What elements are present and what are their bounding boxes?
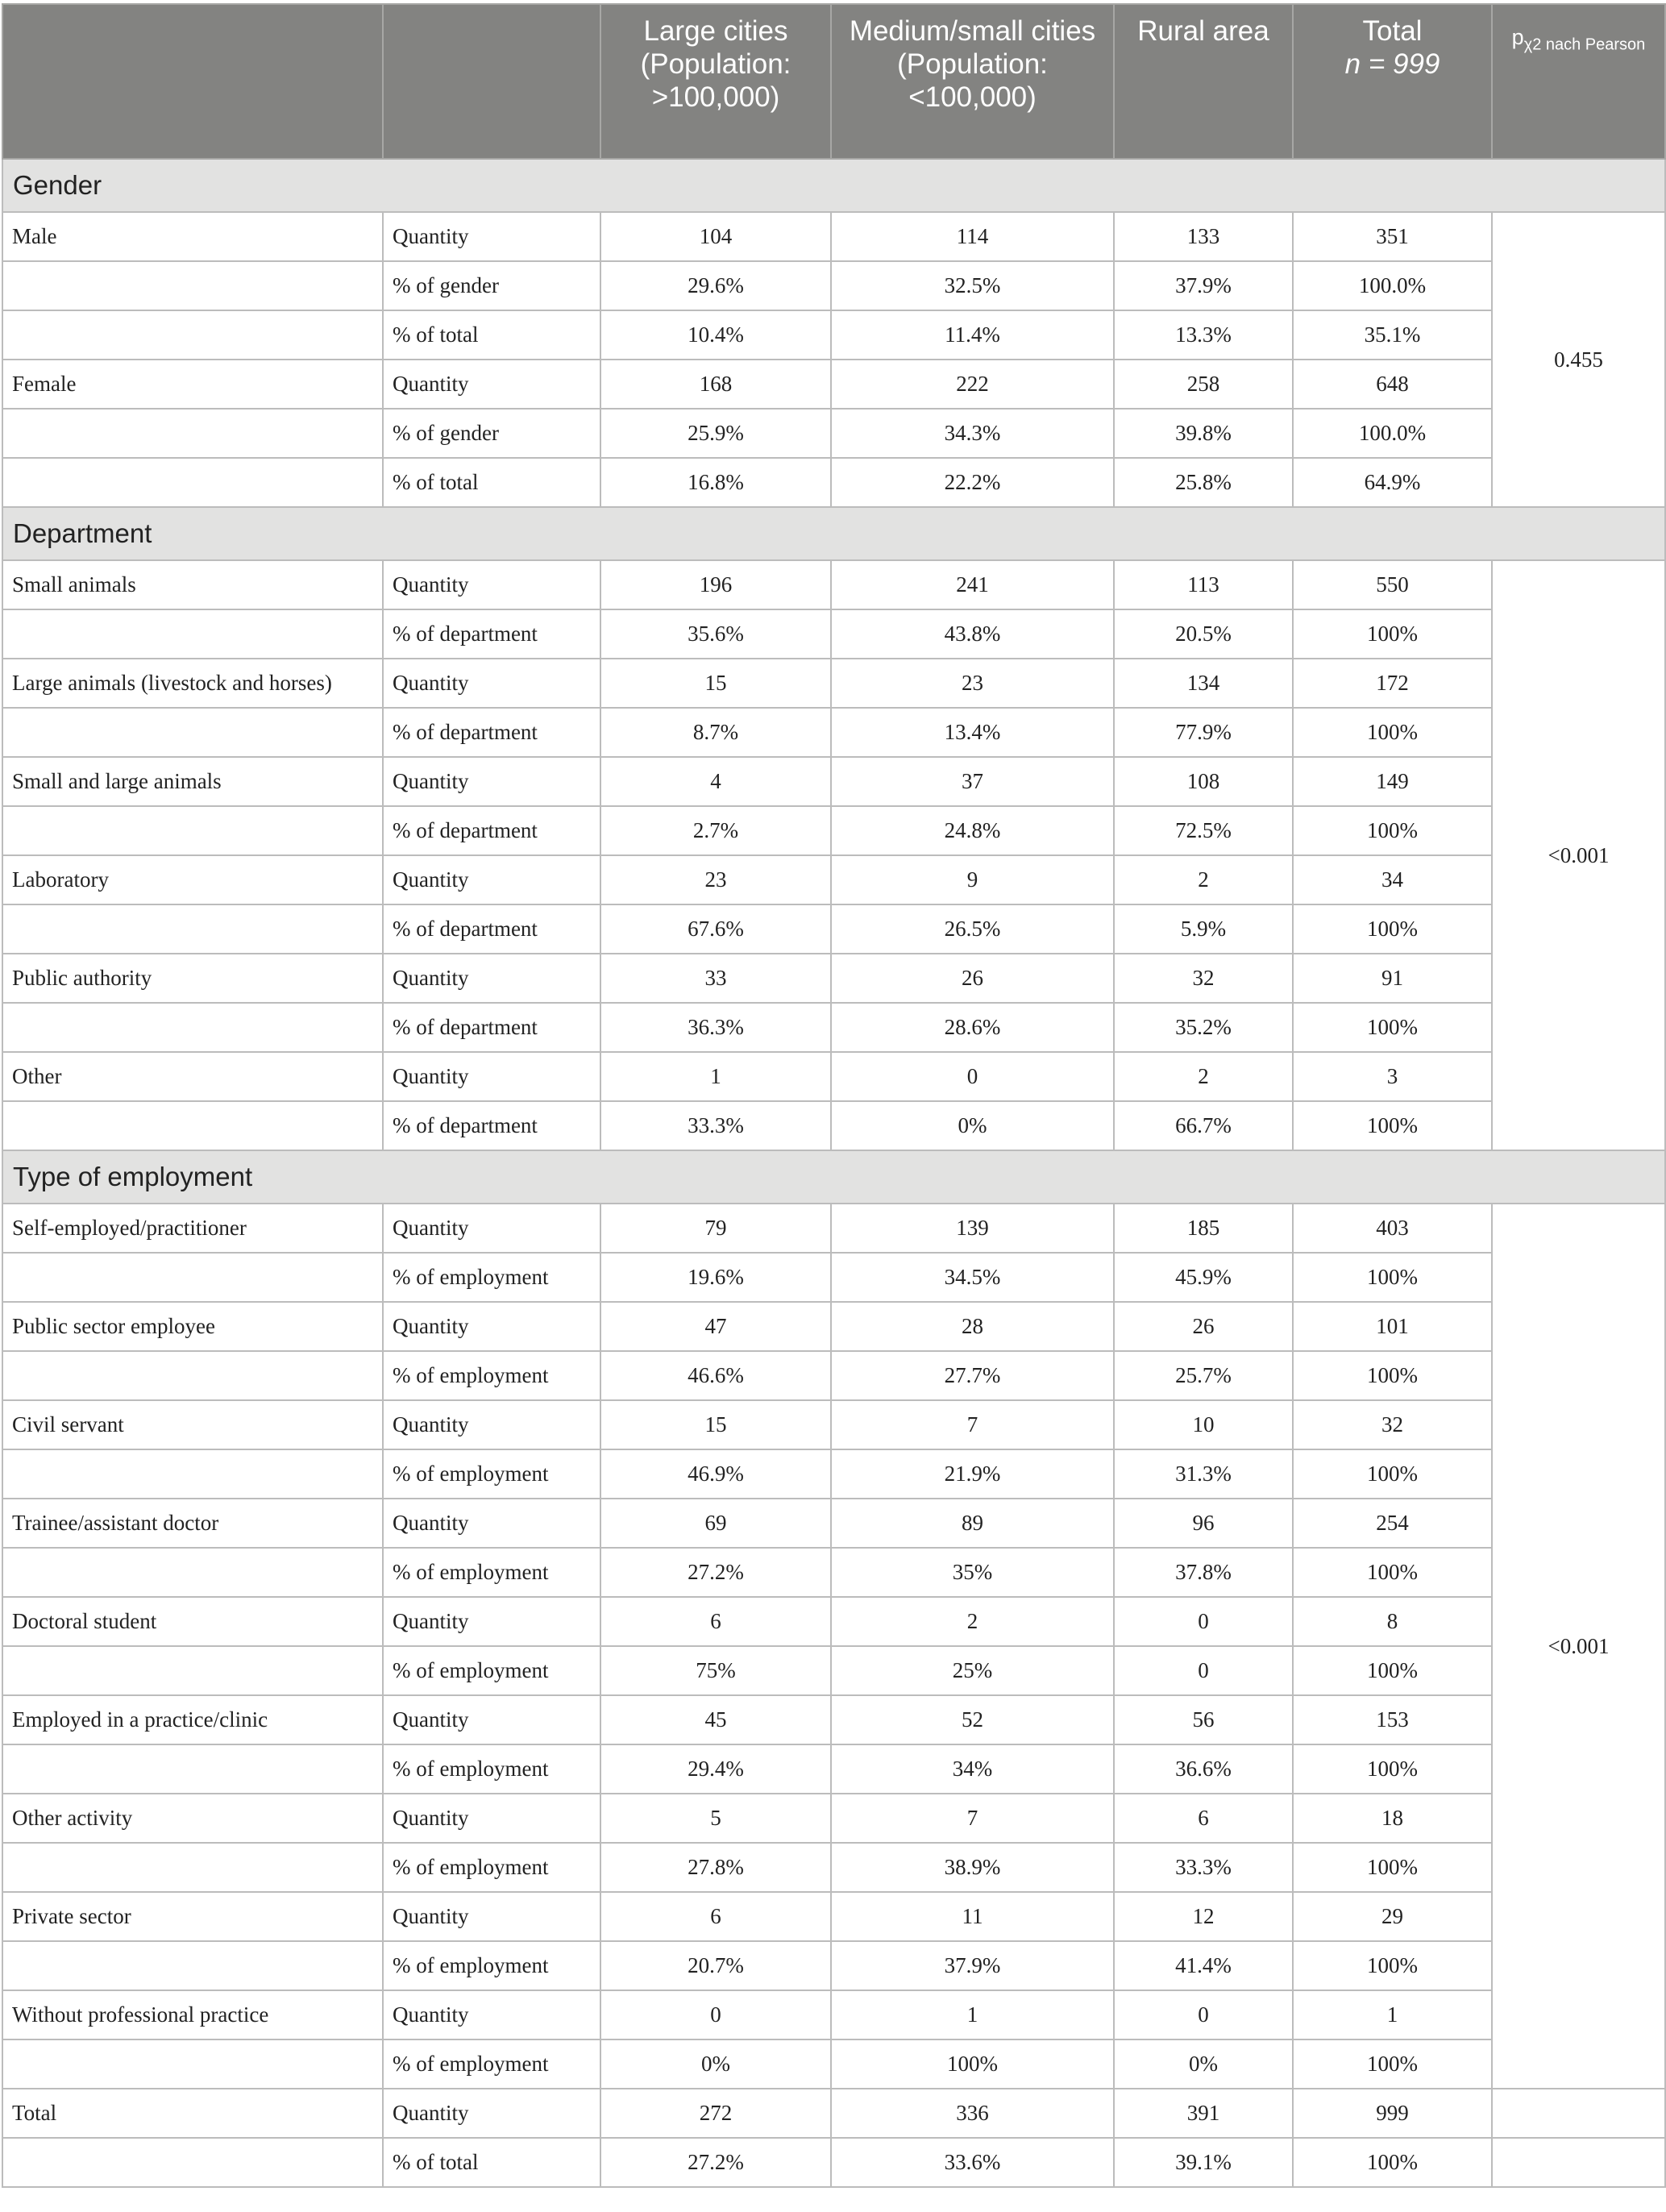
cell-rural: 37.8% (1114, 1548, 1293, 1597)
cell-medium-cities: 100% (831, 2039, 1114, 2089)
row-statistic: % of total (383, 458, 600, 507)
cell-total: 153 (1293, 1695, 1492, 1744)
cell-rural: 113 (1114, 560, 1293, 609)
table-row (2, 1744, 1665, 1794)
row-statistic: Quantity (383, 1499, 600, 1548)
table-row (2, 560, 1665, 609)
header-total-n: n = 999 (1344, 48, 1440, 80)
cell-total: 351 (1293, 212, 1492, 261)
table-row (2, 1597, 1665, 1646)
row-statistic: Quantity (383, 360, 600, 409)
table-row (2, 806, 1665, 855)
header-large-cities: Large cities (Population: >100,000) (600, 4, 831, 159)
cell-total: 648 (1293, 360, 1492, 409)
cell-rural: 32 (1114, 954, 1293, 1003)
row-label (2, 1253, 383, 1302)
cell-rural: 391 (1114, 2089, 1293, 2138)
header-row (2, 4, 1665, 159)
cell-rural: 258 (1114, 360, 1293, 409)
cell-rural: 185 (1114, 1204, 1293, 1253)
row-label: Public sector employee (2, 1302, 383, 1351)
cell-total: 34 (1293, 855, 1492, 904)
cell-total: 29 (1293, 1892, 1492, 1941)
row-label: Male (2, 212, 383, 261)
cell-medium-cities: 336 (831, 2089, 1114, 2138)
cell-total: 18 (1293, 1794, 1492, 1843)
table-row (2, 310, 1665, 360)
row-label (2, 1548, 383, 1597)
cell-medium-cities: 0% (831, 1101, 1114, 1150)
table-row (2, 609, 1665, 659)
cell-large-cities: 35.6% (600, 609, 831, 659)
row-statistic: Quantity (383, 1204, 600, 1253)
cell-total: 149 (1293, 757, 1492, 806)
cell-large-cities: 23 (600, 855, 831, 904)
cell-large-cities: 272 (600, 2089, 831, 2138)
cell-total: 100% (1293, 1941, 1492, 1990)
cell-medium-cities: 43.8% (831, 609, 1114, 659)
row-label: Other activity (2, 1794, 383, 1843)
row-statistic: Quantity (383, 855, 600, 904)
cell-large-cities: 79 (600, 1204, 831, 1253)
row-statistic: % of employment (383, 1449, 600, 1499)
row-statistic: Quantity (383, 212, 600, 261)
cell-large-cities: 6 (600, 1597, 831, 1646)
row-label: Other (2, 1052, 383, 1101)
cell-medium-cities: 34% (831, 1744, 1114, 1794)
table-row (2, 409, 1665, 458)
cell-large-cities: 67.6% (600, 904, 831, 954)
cell-large-cities: 33.3% (600, 1101, 831, 1150)
row-statistic: % of department (383, 1003, 600, 1052)
row-label: Small and large animals (2, 757, 383, 806)
row-label (2, 261, 383, 310)
cell-medium-cities: 33.6% (831, 2138, 1114, 2187)
cell-total: 100% (1293, 2039, 1492, 2089)
table-row (2, 360, 1665, 409)
results-table (2, 3, 1666, 2188)
row-statistic: % of total (383, 310, 600, 360)
table-row (2, 757, 1665, 806)
row-statistic: Quantity (383, 1892, 600, 1941)
row-statistic: Quantity (383, 1990, 600, 2039)
row-label: Female (2, 360, 383, 409)
cell-rural: 96 (1114, 1499, 1293, 1548)
cell-rural: 39.8% (1114, 409, 1293, 458)
table-row (2, 1499, 1665, 1548)
cell-total: 172 (1293, 659, 1492, 708)
table-row (2, 1990, 1665, 2039)
row-label: Private sector (2, 1892, 383, 1941)
cell-large-cities: 33 (600, 954, 831, 1003)
cell-total: 100% (1293, 609, 1492, 659)
cell-rural: 56 (1114, 1695, 1293, 1744)
table-row (2, 1646, 1665, 1695)
row-label (2, 708, 383, 757)
cell-medium-cities: 222 (831, 360, 1114, 409)
cell-total: 32 (1293, 1400, 1492, 1449)
table-row (2, 954, 1665, 1003)
cell-rural: 36.6% (1114, 1744, 1293, 1794)
row-label (2, 1941, 383, 1990)
cell-medium-cities: 26 (831, 954, 1114, 1003)
table-row (2, 1892, 1665, 1941)
cell-large-cities: 0 (600, 1990, 831, 2039)
cell-medium-cities: 2 (831, 1597, 1114, 1646)
cell-large-cities: 27.2% (600, 2138, 831, 2187)
cell-medium-cities: 37.9% (831, 1941, 1114, 1990)
row-statistic: % of employment (383, 1253, 600, 1302)
cell-large-cities: 104 (600, 212, 831, 261)
cell-total: 100% (1293, 1003, 1492, 1052)
header-p-main: p (1511, 25, 1524, 49)
cell-rural: 26 (1114, 1302, 1293, 1351)
cell-large-cities: 8.7% (600, 708, 831, 757)
cell-medium-cities: 27.7% (831, 1351, 1114, 1400)
cell-medium-cities: 32.5% (831, 261, 1114, 310)
section-row-gender (2, 159, 1665, 212)
row-statistic: Quantity (383, 1794, 600, 1843)
row-label (2, 458, 383, 507)
cell-total: 100% (1293, 1548, 1492, 1597)
cell-medium-cities: 0 (831, 1052, 1114, 1101)
row-label: Public authority (2, 954, 383, 1003)
cell-rural: 35.2% (1114, 1003, 1293, 1052)
table-row (2, 2138, 1665, 2187)
cell-rural: 20.5% (1114, 609, 1293, 659)
cell-large-cities: 27.8% (600, 1843, 831, 1892)
cell-total: 101 (1293, 1302, 1492, 1351)
header-total-label: Total (1362, 15, 1423, 47)
row-label (2, 2039, 383, 2089)
cell-rural: 66.7% (1114, 1101, 1293, 1150)
cell-medium-cities: 25% (831, 1646, 1114, 1695)
p-value-cell: 0.455 (1492, 212, 1665, 507)
p-value-cell: <0.001 (1492, 1204, 1665, 2089)
header-total (1293, 4, 1492, 159)
cell-rural: 5.9% (1114, 904, 1293, 954)
cell-total: 999 (1293, 2089, 1492, 2138)
row-statistic: % of gender (383, 261, 600, 310)
section-row-employment (2, 1150, 1665, 1204)
cell-medium-cities: 21.9% (831, 1449, 1114, 1499)
cell-rural: 77.9% (1114, 708, 1293, 757)
cell-medium-cities: 23 (831, 659, 1114, 708)
cell-rural: 12 (1114, 1892, 1293, 1941)
header-blank-1 (2, 4, 383, 159)
cell-rural: 133 (1114, 212, 1293, 261)
row-label (2, 806, 383, 855)
cell-total: 1 (1293, 1990, 1492, 2039)
table-row (2, 1052, 1665, 1101)
cell-rural: 134 (1114, 659, 1293, 708)
cell-total: 8 (1293, 1597, 1492, 1646)
row-statistic: Quantity (383, 1597, 600, 1646)
cell-rural: 108 (1114, 757, 1293, 806)
row-statistic: % of employment (383, 2039, 600, 2089)
cell-rural: 0 (1114, 1646, 1293, 1695)
cell-rural: 0% (1114, 2039, 1293, 2089)
cell-medium-cities: 1 (831, 1990, 1114, 2039)
table-row (2, 1253, 1665, 1302)
row-statistic: % of department (383, 904, 600, 954)
row-label (2, 609, 383, 659)
cell-large-cities: 47 (600, 1302, 831, 1351)
table-row (2, 855, 1665, 904)
row-label (2, 1744, 383, 1794)
cell-total: 100% (1293, 904, 1492, 954)
cell-total: 100% (1293, 1449, 1492, 1499)
cell-rural: 25.8% (1114, 458, 1293, 507)
table-row (2, 1695, 1665, 1744)
cell-total: 100% (1293, 1253, 1492, 1302)
cell-rural: 37.9% (1114, 261, 1293, 310)
table-row (2, 1400, 1665, 1449)
row-label: Small animals (2, 560, 383, 609)
row-statistic: % of employment (383, 1548, 600, 1597)
cell-total: 254 (1293, 1499, 1492, 1548)
cell-large-cities: 6 (600, 1892, 831, 1941)
header-blank-2 (383, 4, 600, 159)
row-statistic: % of employment (383, 1646, 600, 1695)
section-row-department (2, 507, 1665, 560)
row-label: Laboratory (2, 855, 383, 904)
cell-rural: 0 (1114, 1597, 1293, 1646)
table-row (2, 1101, 1665, 1150)
cell-large-cities: 27.2% (600, 1548, 831, 1597)
cell-medium-cities: 11 (831, 1892, 1114, 1941)
table-row (2, 458, 1665, 507)
row-label: Large animals (livestock and horses) (2, 659, 383, 708)
cell-medium-cities: 28.6% (831, 1003, 1114, 1052)
cell-large-cities: 4 (600, 757, 831, 806)
cell-medium-cities: 38.9% (831, 1843, 1114, 1892)
cell-medium-cities: 7 (831, 1794, 1114, 1843)
p-value-cell: <0.001 (1492, 560, 1665, 1150)
row-label (2, 904, 383, 954)
table-row (2, 212, 1665, 261)
header-rural: Rural area (1114, 4, 1293, 159)
cell-large-cities: 36.3% (600, 1003, 831, 1052)
cell-large-cities: 0% (600, 2039, 831, 2089)
table-row (2, 1794, 1665, 1843)
row-label: Without professional practice (2, 1990, 383, 2039)
cell-rural: 41.4% (1114, 1941, 1293, 1990)
cell-medium-cities: 139 (831, 1204, 1114, 1253)
cell-large-cities: 168 (600, 360, 831, 409)
row-statistic: Quantity (383, 2089, 600, 2138)
cell-medium-cities: 114 (831, 212, 1114, 261)
table-row (2, 1302, 1665, 1351)
row-statistic: % of department (383, 708, 600, 757)
row-label: Trainee/assistant doctor (2, 1499, 383, 1548)
row-label: Doctoral student (2, 1597, 383, 1646)
cell-large-cities: 1 (600, 1052, 831, 1101)
cell-total: 100% (1293, 708, 1492, 757)
table-row (2, 2089, 1665, 2138)
header-medium-cities: Medium/small cities (Population: <100,000) (831, 4, 1114, 159)
cell-rural: 13.3% (1114, 310, 1293, 360)
cell-large-cities: 15 (600, 1400, 831, 1449)
cell-large-cities: 45 (600, 1695, 831, 1744)
row-statistic: % of employment (383, 1941, 600, 1990)
row-statistic: Quantity (383, 1400, 600, 1449)
row-label (2, 1351, 383, 1400)
row-label (2, 1843, 383, 1892)
cell-rural: 31.3% (1114, 1449, 1293, 1499)
row-statistic: % of department (383, 806, 600, 855)
row-statistic: Quantity (383, 757, 600, 806)
row-label (2, 2138, 383, 2187)
cell-rural: 72.5% (1114, 806, 1293, 855)
section-heading: Department (2, 507, 1665, 560)
table-body (2, 159, 1665, 2187)
row-label (2, 1003, 383, 1052)
cell-total: 100% (1293, 1351, 1492, 1400)
table-row (2, 1843, 1665, 1892)
cell-large-cities: 69 (600, 1499, 831, 1548)
row-label: Employed in a practice/clinic (2, 1695, 383, 1744)
cell-rural: 6 (1114, 1794, 1293, 1843)
cell-medium-cities: 26.5% (831, 904, 1114, 954)
cell-medium-cities: 22.2% (831, 458, 1114, 507)
cell-medium-cities: 28 (831, 1302, 1114, 1351)
table-row (2, 261, 1665, 310)
cell-total: 100.0% (1293, 409, 1492, 458)
cell-large-cities: 46.6% (600, 1351, 831, 1400)
row-statistic: Quantity (383, 954, 600, 1003)
row-statistic: % of employment (383, 1744, 600, 1794)
table-row (2, 1941, 1665, 1990)
cell-large-cities: 5 (600, 1794, 831, 1843)
row-label (2, 1449, 383, 1499)
cell-medium-cities: 9 (831, 855, 1114, 904)
cell-large-cities: 20.7% (600, 1941, 831, 1990)
cell-large-cities: 19.6% (600, 1253, 831, 1302)
cell-total: 100% (1293, 806, 1492, 855)
table-row (2, 708, 1665, 757)
p-value-empty (1492, 2138, 1665, 2187)
section-heading: Type of employment (2, 1150, 1665, 1204)
cell-total: 100.0% (1293, 261, 1492, 310)
cell-total: 100% (1293, 1101, 1492, 1150)
cell-large-cities: 2.7% (600, 806, 831, 855)
cell-total: 35.1% (1293, 310, 1492, 360)
cell-large-cities: 29.4% (600, 1744, 831, 1794)
cell-large-cities: 15 (600, 659, 831, 708)
p-value-empty (1492, 2089, 1665, 2138)
cell-medium-cities: 11.4% (831, 310, 1114, 360)
cell-rural: 2 (1114, 855, 1293, 904)
row-statistic: % of employment (383, 1843, 600, 1892)
table-row (2, 904, 1665, 954)
row-label: Total (2, 2089, 383, 2138)
row-statistic: Quantity (383, 1695, 600, 1744)
cell-rural: 10 (1114, 1400, 1293, 1449)
cell-medium-cities: 52 (831, 1695, 1114, 1744)
cell-rural: 25.7% (1114, 1351, 1293, 1400)
table-row (2, 1449, 1665, 1499)
row-label (2, 1646, 383, 1695)
table-row (2, 1351, 1665, 1400)
row-label (2, 310, 383, 360)
header-p-sub: χ2 nach Pearson (1523, 35, 1646, 54)
row-statistic: Quantity (383, 659, 600, 708)
section-heading: Gender (2, 159, 1665, 212)
row-label: Self-employed/practitioner (2, 1204, 383, 1253)
table-row (2, 1204, 1665, 1253)
table-row (2, 2039, 1665, 2089)
cell-medium-cities: 34.3% (831, 409, 1114, 458)
cell-medium-cities: 241 (831, 560, 1114, 609)
row-label (2, 409, 383, 458)
cell-total: 100% (1293, 1843, 1492, 1892)
table-row (2, 1548, 1665, 1597)
cell-large-cities: 29.6% (600, 261, 831, 310)
row-statistic: % of employment (383, 1351, 600, 1400)
cell-large-cities: 75% (600, 1646, 831, 1695)
row-statistic: Quantity (383, 1302, 600, 1351)
row-statistic: % of department (383, 1101, 600, 1150)
cell-total: 100% (1293, 1744, 1492, 1794)
cell-medium-cities: 34.5% (831, 1253, 1114, 1302)
cell-total: 64.9% (1293, 458, 1492, 507)
row-statistic: % of gender (383, 409, 600, 458)
cell-medium-cities: 13.4% (831, 708, 1114, 757)
row-statistic: % of total (383, 2138, 600, 2187)
cell-rural: 2 (1114, 1052, 1293, 1101)
cell-total: 100% (1293, 2138, 1492, 2187)
cell-large-cities: 25.9% (600, 409, 831, 458)
table-row (2, 659, 1665, 708)
cell-total: 403 (1293, 1204, 1492, 1253)
cell-medium-cities: 35% (831, 1548, 1114, 1597)
row-statistic: % of department (383, 609, 600, 659)
row-label: Civil servant (2, 1400, 383, 1449)
cell-total: 550 (1293, 560, 1492, 609)
row-statistic: Quantity (383, 560, 600, 609)
cell-rural: 39.1% (1114, 2138, 1293, 2187)
cell-rural: 33.3% (1114, 1843, 1293, 1892)
header-p-value (1492, 4, 1665, 159)
cell-medium-cities: 37 (831, 757, 1114, 806)
row-statistic: Quantity (383, 1052, 600, 1101)
cell-large-cities: 196 (600, 560, 831, 609)
cell-rural: 0 (1114, 1990, 1293, 2039)
cell-total: 91 (1293, 954, 1492, 1003)
table-row (2, 1003, 1665, 1052)
row-label (2, 1101, 383, 1150)
cell-rural: 45.9% (1114, 1253, 1293, 1302)
cell-large-cities: 46.9% (600, 1449, 831, 1499)
cell-large-cities: 16.8% (600, 458, 831, 507)
cell-medium-cities: 7 (831, 1400, 1114, 1449)
cell-medium-cities: 24.8% (831, 806, 1114, 855)
cell-total: 3 (1293, 1052, 1492, 1101)
cell-total: 100% (1293, 1646, 1492, 1695)
cell-medium-cities: 89 (831, 1499, 1114, 1548)
cell-large-cities: 10.4% (600, 310, 831, 360)
